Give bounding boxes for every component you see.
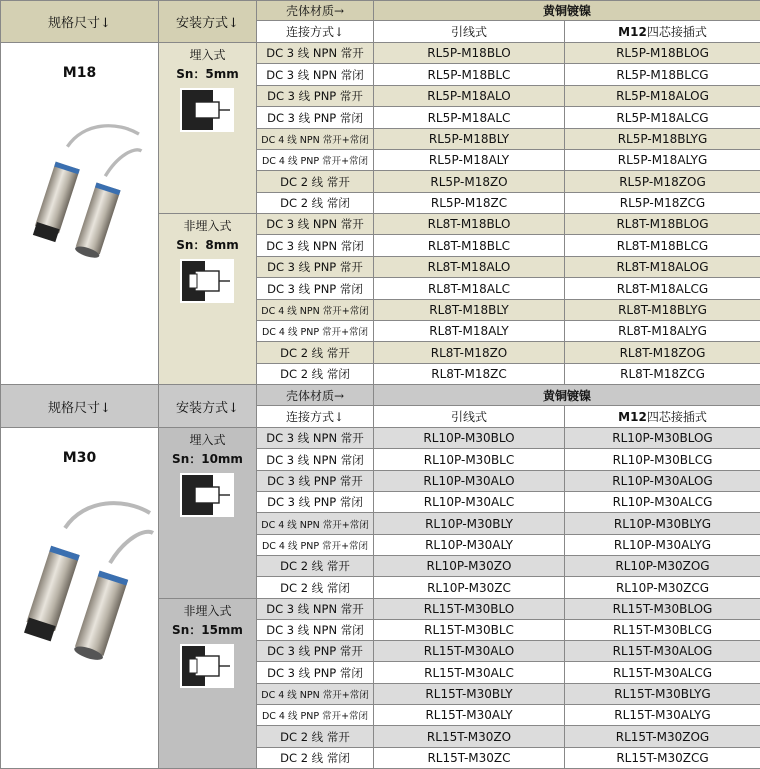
connection-type: DC 3 线 NPN 常开 xyxy=(257,599,374,620)
lead-header: 引线式 xyxy=(374,21,565,43)
plug-header-bold: M12 xyxy=(618,409,647,424)
lead-model: RL15T-M30ALC xyxy=(374,662,565,684)
plug-model: RL15T-M30ZCG xyxy=(565,748,760,769)
lead-model: RL10P-M30ZO xyxy=(374,556,565,577)
plug-header xyxy=(565,21,760,43)
mount-type-label: 埋入式 xyxy=(189,433,226,447)
plug-header xyxy=(565,406,760,428)
mount-group xyxy=(159,43,257,214)
plug-model: RL5P-M18ZCG xyxy=(565,193,760,214)
plug-model: RL8T-M18BLCG xyxy=(565,235,760,257)
connection-type: DC 3 线 PNP 常开 xyxy=(257,641,374,662)
lead-model: RL5P-M18ZC xyxy=(374,193,565,214)
plug-model: RL5P-M18BLCG xyxy=(565,64,760,86)
plug-model: RL10P-M30ZCG xyxy=(565,577,760,599)
connection-type: DC 3 线 PNP 常开 xyxy=(257,86,374,107)
lead-model: RL15T-M30ZO xyxy=(374,726,565,748)
sensing-distance: Sn：10mm xyxy=(172,452,243,466)
connection-type: DC 2 线 常闭 xyxy=(257,748,374,769)
sensing-distance: Sn：5mm xyxy=(176,67,239,81)
plug-model: RL15T-M30ALYG xyxy=(565,705,760,726)
lead-model: RL8T-M18ALY xyxy=(374,321,565,342)
connection-type: DC 4 线 NPN 常开+常闭 xyxy=(257,129,374,150)
flush-mount-diagram xyxy=(180,88,234,132)
plug-model: RL5P-M18ZOG xyxy=(565,171,760,193)
connection-type: DC 3 线 PNP 常闭 xyxy=(257,662,374,684)
connection-type: DC 3 线 PNP 常开 xyxy=(257,471,374,492)
size-header: 规格尺寸↓ xyxy=(1,385,159,428)
plug-model: RL5P-M18ALCG xyxy=(565,107,760,129)
lead-model: RL5P-M18ALO xyxy=(374,86,565,107)
connection-header: 连接方式↓ xyxy=(257,21,374,43)
plug-header-bold: M12 xyxy=(618,24,647,39)
product-photo-cell xyxy=(1,428,159,769)
lead-model: RL10P-M30ALC xyxy=(374,492,565,513)
connection-type: DC 2 线 常闭 xyxy=(257,193,374,214)
lead-model: RL10P-M30BLY xyxy=(374,513,565,535)
nonflush-mount-diagram xyxy=(180,644,234,688)
plug-model: RL8T-M18ZOG xyxy=(565,342,760,364)
mount-group xyxy=(159,214,257,385)
material-value: 黄铜镀镍 xyxy=(374,0,760,21)
plug-model: RL8T-M18ALCG xyxy=(565,278,760,300)
lead-model: RL8T-M18ALO xyxy=(374,257,565,278)
connection-type: DC 3 线 NPN 常闭 xyxy=(257,235,374,257)
connection-type: DC 4 线 PNP 常开+常闭 xyxy=(257,321,374,342)
connection-type: DC 2 线 常开 xyxy=(257,556,374,577)
connection-type: DC 2 线 常开 xyxy=(257,342,374,364)
mount-group xyxy=(159,599,257,769)
connection-type: DC 4 线 NPN 常开+常闭 xyxy=(257,300,374,321)
lead-model: RL15T-M30ALO xyxy=(374,641,565,662)
connection-type: DC 2 线 常闭 xyxy=(257,577,374,599)
lead-model: RL5P-M18BLC xyxy=(374,64,565,86)
size-label: M18 xyxy=(62,65,97,81)
mount-type-label: 非埋入式 xyxy=(183,603,232,618)
connection-type: DC 3 线 NPN 常开 xyxy=(257,214,374,235)
connection-type: DC 2 线 常闭 xyxy=(257,364,374,385)
sensing-distance: Sn：8mm xyxy=(176,238,239,252)
connection-header: 连接方式↓ xyxy=(257,406,374,428)
plug-model: RL8T-M18BLYG xyxy=(565,300,760,321)
plug-header-rest: 四芯接插式 xyxy=(646,410,707,424)
lead-model: RL15T-M30BLY xyxy=(374,684,565,705)
mount-group xyxy=(159,428,257,599)
connection-type: DC 4 线 PNP 常开+常闭 xyxy=(257,535,374,556)
connection-type: DC 3 线 PNP 常闭 xyxy=(257,278,374,300)
size-label: M30 xyxy=(62,450,97,466)
sensing-distance: Sn：15mm xyxy=(172,622,243,637)
lead-model: RL10P-M30ALY xyxy=(374,535,565,556)
plug-model: RL10P-M30ALYG xyxy=(565,535,760,556)
plug-model: RL10P-M30ALOG xyxy=(565,471,760,492)
mount-header: 安装方式↓ xyxy=(159,385,257,428)
plug-model: RL10P-M30BLOG xyxy=(565,428,760,449)
lead-model: RL5P-M18ALC xyxy=(374,107,565,129)
connection-type: DC 3 线 NPN 常闭 xyxy=(257,64,374,86)
plug-model: RL8T-M18ALYG xyxy=(565,321,760,342)
connection-type: DC 3 线 NPN 常开 xyxy=(257,43,374,64)
connection-type: DC 4 线 PNP 常开+常闭 xyxy=(257,705,374,726)
plug-model: RL8T-M18ALOG xyxy=(565,257,760,278)
plug-model: RL15T-M30ALCG xyxy=(565,662,760,684)
mount-type-label: 埋入式 xyxy=(189,48,226,62)
lead-model: RL15T-M30BLC xyxy=(374,620,565,641)
section-m30 xyxy=(0,385,760,769)
plug-model: RL5P-M18BLYG xyxy=(565,129,760,150)
lead-model: RL8T-M18BLC xyxy=(374,235,565,257)
lead-model: RL10P-M30ALO xyxy=(374,471,565,492)
material-value: 黄铜镀镍 xyxy=(374,385,760,406)
lead-model: RL8T-M18ALC xyxy=(374,278,565,300)
shell-material-header: 壳体材质→ xyxy=(257,0,374,21)
plug-model: RL15T-M30BLYG xyxy=(565,684,760,705)
connection-type: DC 3 线 PNP 常开 xyxy=(257,257,374,278)
plug-model: RL8T-M18ZCG xyxy=(565,364,760,385)
lead-header: 引线式 xyxy=(374,406,565,428)
plug-model: RL15T-M30BLCG xyxy=(565,620,760,641)
plug-model: RL10P-M30BLCG xyxy=(565,449,760,471)
lead-model: RL8T-M18BLO xyxy=(374,214,565,235)
lead-model: RL5P-M18BLY xyxy=(374,129,565,150)
connection-type: DC 3 线 NPN 常闭 xyxy=(257,449,374,471)
sensor-photo xyxy=(5,488,155,681)
plug-model: RL5P-M18ALYG xyxy=(565,150,760,171)
connection-type: DC 3 线 NPN 常开 xyxy=(257,428,374,449)
lead-model: RL8T-M18BLY xyxy=(374,300,565,321)
lead-model: RL10P-M30BLC xyxy=(374,449,565,471)
lead-model: RL5P-M18ZO xyxy=(374,171,565,193)
plug-model: RL15T-M30BLOG xyxy=(565,599,760,620)
lead-model: RL5P-M18BLO xyxy=(374,43,565,64)
plug-model: RL15T-M30ALOG xyxy=(565,641,760,662)
lead-model: RL8T-M18ZC xyxy=(374,364,565,385)
plug-model: RL5P-M18ALOG xyxy=(565,86,760,107)
plug-model: RL8T-M18BLOG xyxy=(565,214,760,235)
lead-model: RL15T-M30ALY xyxy=(374,705,565,726)
connection-type: DC 2 线 常开 xyxy=(257,726,374,748)
connection-type: DC 4 线 PNP 常开+常闭 xyxy=(257,150,374,171)
lead-model: RL10P-M30BLO xyxy=(374,428,565,449)
shell-material-header: 壳体材质→ xyxy=(257,385,374,406)
mount-type-label: 非埋入式 xyxy=(183,219,232,233)
nonflush-mount-diagram xyxy=(180,259,234,303)
connection-type: DC 4 线 NPN 常开+常闭 xyxy=(257,684,374,705)
connection-type: DC 2 线 常开 xyxy=(257,171,374,193)
sensor-photo xyxy=(5,113,155,276)
lead-model: RL15T-M30ZC xyxy=(374,748,565,769)
lead-model: RL10P-M30ZC xyxy=(374,577,565,599)
lead-model: RL8T-M18ZO xyxy=(374,342,565,364)
connection-type: DC 4 线 NPN 常开+常闭 xyxy=(257,513,374,535)
plug-model: RL10P-M30ZOG xyxy=(565,556,760,577)
plug-model: RL15T-M30ZOG xyxy=(565,726,760,748)
lead-model: RL5P-M18ALY xyxy=(374,150,565,171)
plug-header-rest: 四芯接插式 xyxy=(646,25,707,39)
flush-mount-diagram xyxy=(180,473,234,517)
product-photo-cell xyxy=(1,43,159,385)
size-header: 规格尺寸↓ xyxy=(1,0,159,43)
lead-model: RL15T-M30BLO xyxy=(374,599,565,620)
plug-model: RL10P-M30ALCG xyxy=(565,492,760,513)
plug-model: RL10P-M30BLYG xyxy=(565,513,760,535)
connection-type: DC 3 线 PNP 常闭 xyxy=(257,492,374,513)
connection-type: DC 3 线 PNP 常闭 xyxy=(257,107,374,129)
plug-model: RL5P-M18BLOG xyxy=(565,43,760,64)
connection-type: DC 3 线 NPN 常闭 xyxy=(257,620,374,641)
mount-header: 安装方式↓ xyxy=(159,0,257,43)
